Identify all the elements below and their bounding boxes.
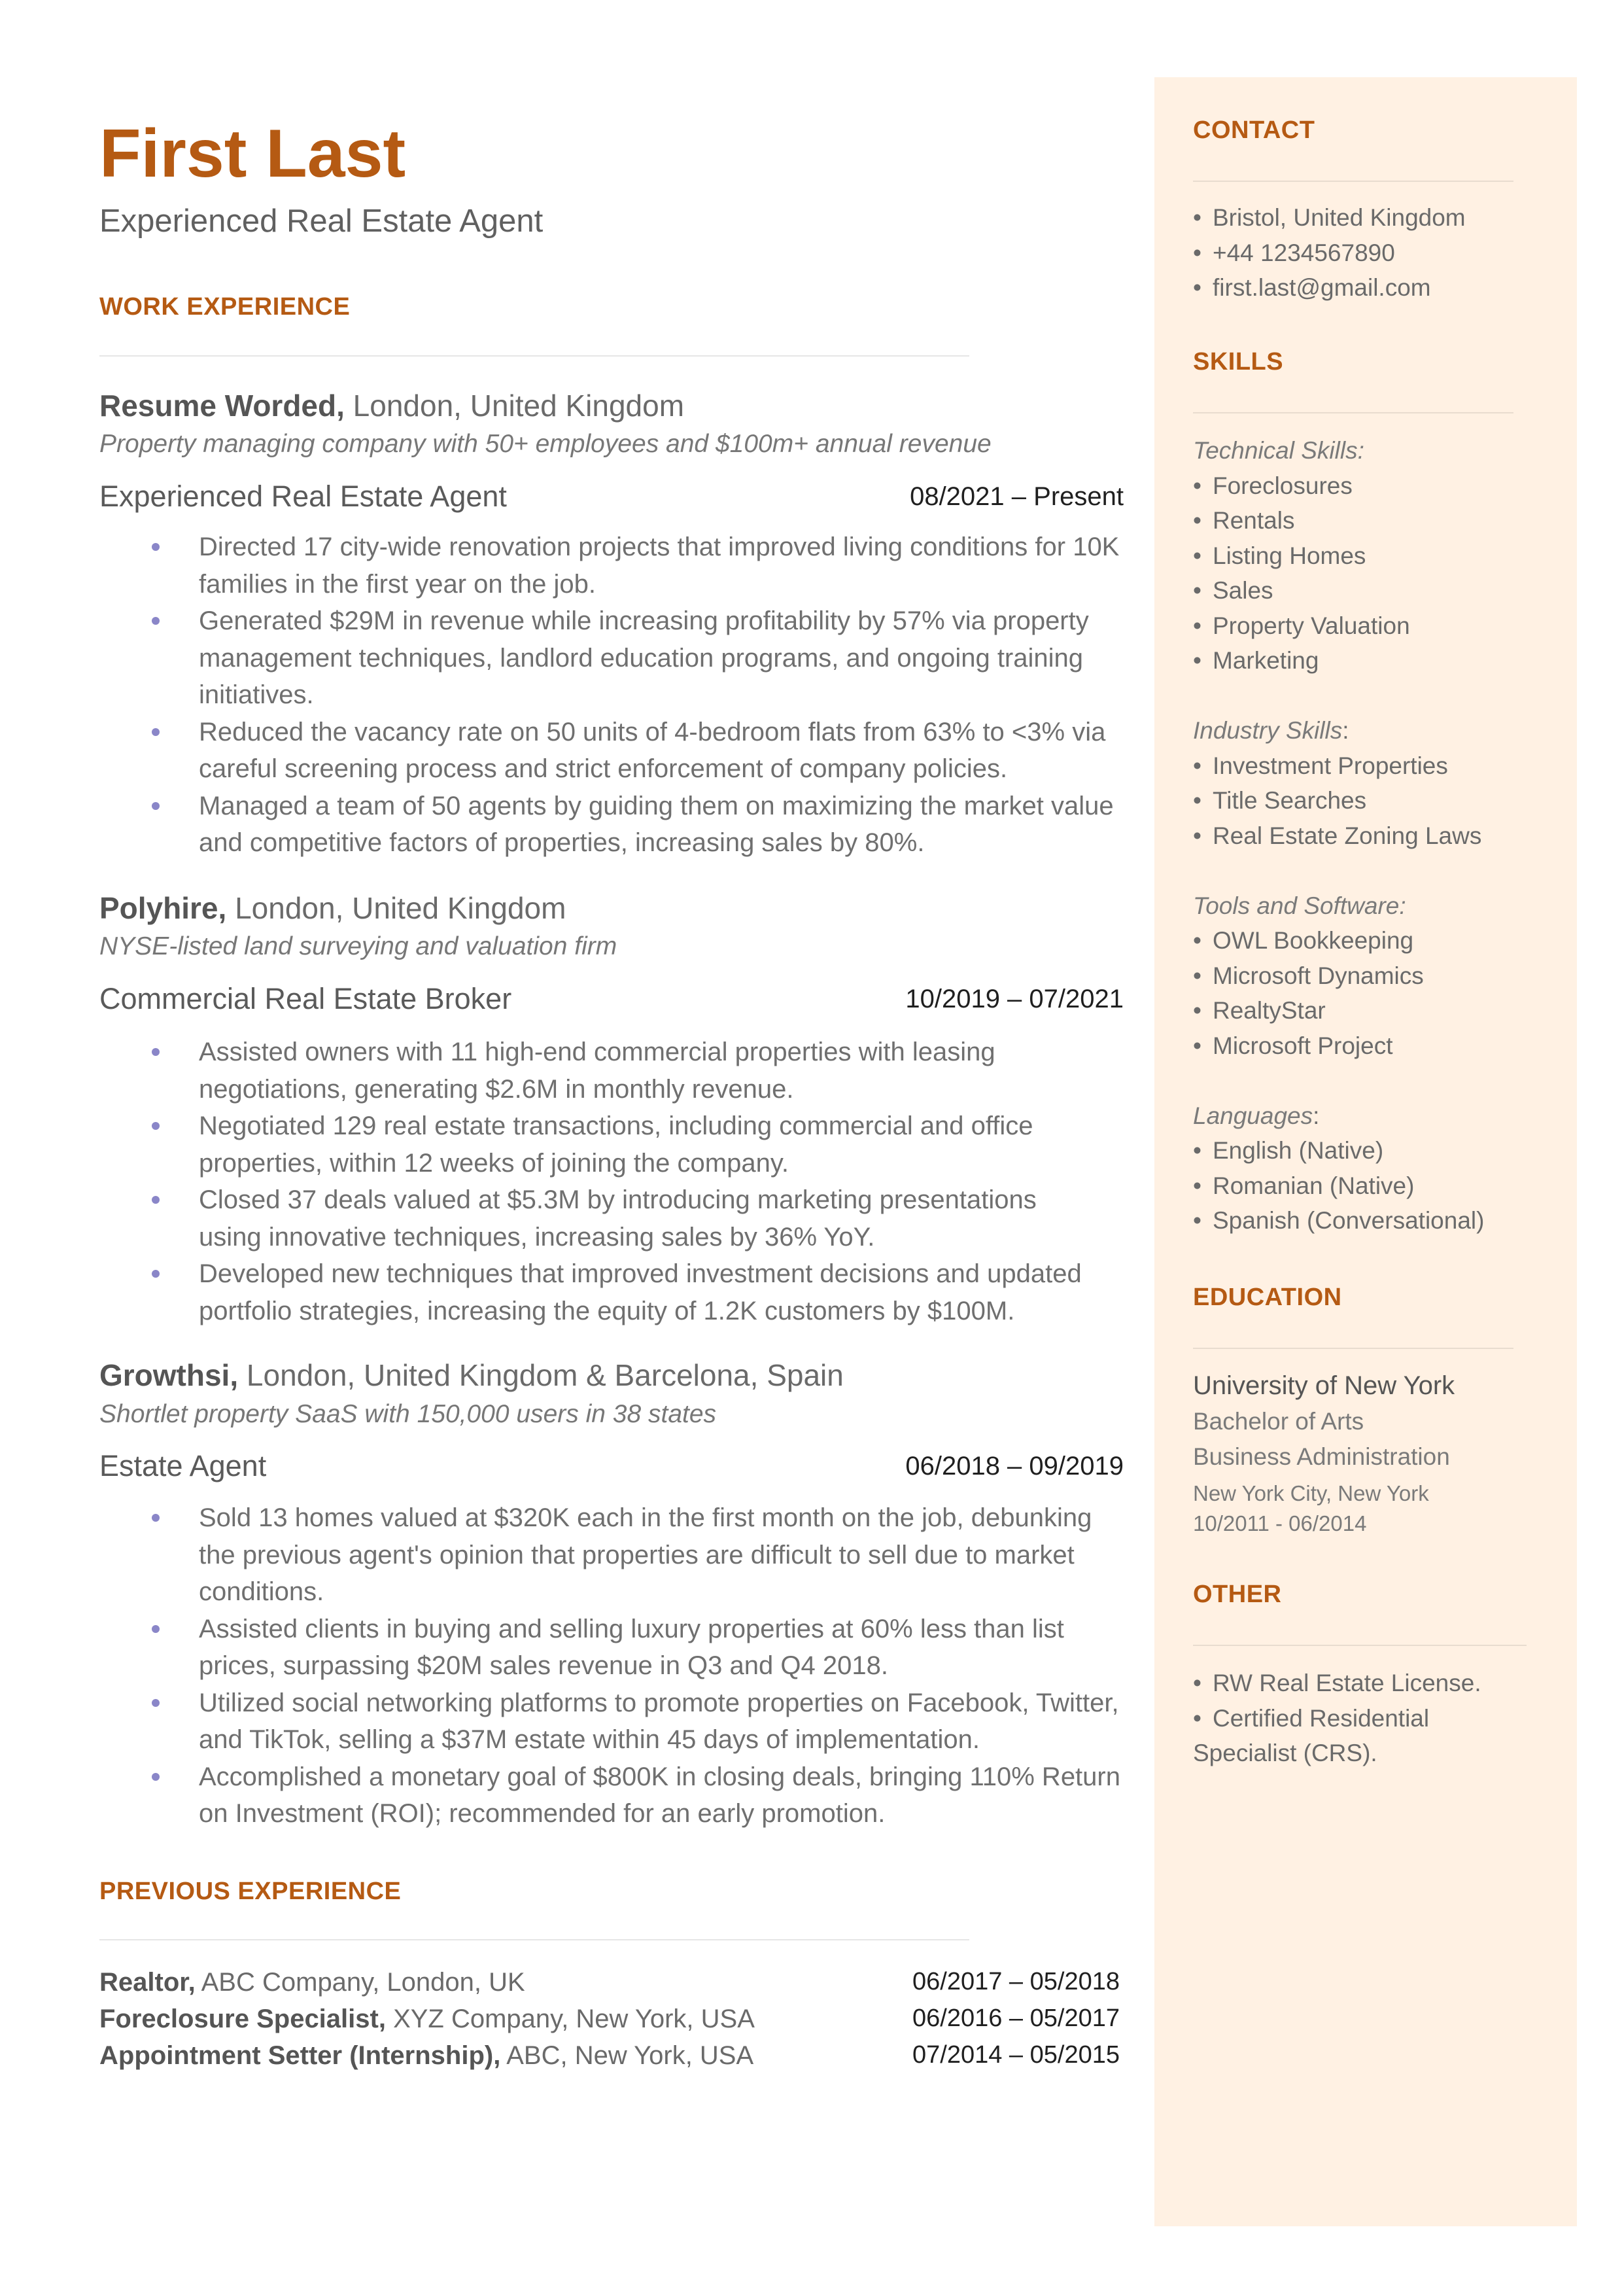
bullet-icon: • xyxy=(1193,507,1201,534)
skill-text: Title Searches xyxy=(1213,787,1367,814)
bullet-icon: • xyxy=(1193,962,1201,989)
job-1-bullets xyxy=(152,529,1146,862)
education-degree: Bachelor of Arts xyxy=(1193,1408,1364,1435)
skill-text: Marketing xyxy=(1213,647,1319,674)
list-item: Accomplished a monetary goal of $800K in closing deals, bringing 110% Return on Investment (ROI); recommended for an early promotion. xyxy=(152,1759,1133,1832)
job-3-bullets xyxy=(152,1499,1133,1832)
candidate-name: First Last xyxy=(99,116,406,192)
previous-role-1-title: Realtor, xyxy=(99,1968,196,1997)
contact-phone-text: +44 1234567890 xyxy=(1213,239,1395,266)
list-item xyxy=(1193,608,1484,644)
bullet-icon: • xyxy=(1193,239,1201,266)
other-item-text: Certified Residential xyxy=(1213,1704,1430,1732)
education-school: University of New York xyxy=(1193,1371,1455,1400)
list-item xyxy=(1193,1203,1484,1238)
education-location: New York City, New York xyxy=(1193,1481,1429,1505)
list-item xyxy=(1193,538,1484,574)
contact-divider xyxy=(1193,181,1513,182)
technical-skills-label xyxy=(1193,433,1484,468)
list-item xyxy=(1193,783,1484,818)
bullet-icon: • xyxy=(1193,1137,1201,1164)
skill-text: RealtyStar xyxy=(1213,997,1326,1024)
skill-text: Investment Properties xyxy=(1213,752,1448,779)
job-2-company xyxy=(99,890,566,926)
bullet-icon: • xyxy=(1193,274,1201,301)
spacer xyxy=(1193,853,1484,888)
bullet-icon: • xyxy=(1193,1172,1201,1199)
list-item: Developed new techniques that improved investment decisions and updated portfolio strategies, increasing the equity of 1.2K customers by $100M. xyxy=(152,1255,1094,1329)
bullet-icon: • xyxy=(1193,1207,1201,1234)
other-item-text: RW Real Estate License. xyxy=(1213,1670,1481,1696)
job-2-bullets xyxy=(152,1034,1094,1329)
list-item xyxy=(1193,643,1484,678)
skill-text: English (Native) xyxy=(1213,1137,1384,1164)
contact-email-text: first.last@gmail.com xyxy=(1213,274,1431,301)
bullet-icon: • xyxy=(1193,577,1201,604)
list-item xyxy=(1193,993,1484,1028)
previous-role-3-dates: 07/2014 – 05/2015 xyxy=(912,2041,1120,2069)
job-3-company xyxy=(99,1358,844,1393)
skill-text: Spanish (Conversational) xyxy=(1213,1207,1485,1234)
job-1-role: Experienced Real Estate Agent xyxy=(99,480,507,513)
skill-text: Foreclosures xyxy=(1213,472,1353,499)
work-experience-heading: WORK EXPERIENCE xyxy=(99,293,351,321)
list-item xyxy=(1193,958,1484,994)
list-item-continuation: Specialist (CRS). xyxy=(1193,1740,1377,1766)
list-item: Sold 13 homes valued at $320K each in the first month on the job, debunking the previous agent's opinion that properties are difficult to sell due to market conditions. xyxy=(152,1499,1133,1611)
other-list xyxy=(1193,1666,1481,1771)
list-item xyxy=(1193,1701,1481,1736)
previous-role-3-org: ABC, New York, USA xyxy=(500,2041,754,2070)
list-item: Reduced the vacancy rate on 50 units of 4-bedroom flats from 63% to <3% via careful screening process and strict enforcement of company policies. xyxy=(152,714,1146,788)
skill-text: Rentals xyxy=(1213,507,1295,534)
list-item: Utilized social networking platforms to promote properties on Facebook, Twitter, and TikTok, selling a $37M estate within 45 days of implementation. xyxy=(152,1685,1133,1759)
other-heading: OTHER xyxy=(1193,1581,1282,1608)
industry-skills-label-text: Industry Skills xyxy=(1193,717,1343,744)
job-1-company xyxy=(99,388,684,423)
label-colon: : xyxy=(1342,717,1349,744)
skill-text: Romanian (Native) xyxy=(1213,1172,1415,1199)
sidebar xyxy=(1154,77,1577,2226)
list-item: Assisted clients in buying and selling luxury properties at 60% less than list prices, surpassing $20M sales revenue in Q3 and Q4 2018. xyxy=(152,1611,1133,1685)
previous-role-1-dates: 06/2017 – 05/2018 xyxy=(912,1968,1120,1995)
list-item xyxy=(1193,1168,1484,1204)
bullet-icon: • xyxy=(1193,472,1201,499)
skill-text: OWL Bookkeeping xyxy=(1213,927,1414,954)
bullet-icon: • xyxy=(1193,1670,1201,1696)
bullet-icon: • xyxy=(1193,787,1201,814)
contact-email xyxy=(1193,270,1466,306)
list-item xyxy=(1193,748,1484,784)
technical-skills-label-text: Technical Skills: xyxy=(1193,437,1364,464)
job-3-role: Estate Agent xyxy=(99,1449,267,1482)
contact-heading: CONTACT xyxy=(1193,116,1315,144)
spacer xyxy=(1193,678,1484,714)
education-divider xyxy=(1193,1348,1513,1349)
languages-label xyxy=(1193,1098,1484,1134)
skill-text: Microsoft Dynamics xyxy=(1213,962,1424,989)
skill-text: Microsoft Project xyxy=(1213,1032,1393,1059)
list-item xyxy=(1193,818,1484,854)
bullet-icon: • xyxy=(1193,822,1201,849)
previous-role-3 xyxy=(99,2041,1120,2071)
candidate-title: Experienced Real Estate Agent xyxy=(99,203,544,239)
contact-phone xyxy=(1193,236,1466,271)
contact-list xyxy=(1193,200,1466,306)
tools-label xyxy=(1193,888,1484,924)
list-item: Managed a team of 50 agents by guiding them on maximizing the market value and competitive factors of properties, increasing sales by 80%. xyxy=(152,788,1146,862)
languages-label-text: Languages xyxy=(1193,1102,1313,1129)
list-item: Assisted owners with 11 high-end commercial properties with leasing negotiations, generating $2.6M in monthly revenue. xyxy=(152,1034,1094,1108)
job-1-company-description: Property managing company with 50+ employees and $100m+ annual revenue xyxy=(99,430,992,458)
skills-list xyxy=(1193,433,1484,1238)
list-item: Directed 17 city-wide renovation projects that improved living conditions for 10K families in the first year on the job. xyxy=(152,529,1146,603)
job-2-company-description: NYSE-listed land surveying and valuation firm xyxy=(99,932,617,960)
bullet-icon: • xyxy=(1193,647,1201,674)
bullet-icon: • xyxy=(1193,1032,1201,1059)
previous-role-2-title: Foreclosure Specialist, xyxy=(99,2005,386,2033)
job-1-company-name: Resume Worded, xyxy=(99,389,345,423)
bullet-icon: • xyxy=(1193,204,1201,231)
bullet-icon: • xyxy=(1193,542,1201,569)
job-2-company-name: Polyhire, xyxy=(99,891,227,925)
previous-experience-heading: PREVIOUS EXPERIENCE xyxy=(99,1878,402,1905)
list-item xyxy=(1193,1666,1481,1701)
previous-role-1 xyxy=(99,1968,1120,1997)
skills-heading: SKILLS xyxy=(1193,348,1284,376)
skill-text: Real Estate Zoning Laws xyxy=(1213,822,1482,849)
skill-text: Listing Homes xyxy=(1213,542,1366,569)
bullet-icon: • xyxy=(1193,1704,1201,1732)
bullet-icon: • xyxy=(1193,927,1201,954)
job-2-location: London, United Kingdom xyxy=(226,891,566,925)
job-1-dates: 08/2021 – Present xyxy=(910,482,1124,511)
job-3-company-description: Shortlet property SaaS with 150,000 users in 38 states xyxy=(99,1400,717,1428)
skills-divider xyxy=(1193,412,1513,413)
skill-text: Property Valuation xyxy=(1213,612,1410,639)
previous-role-2 xyxy=(99,2005,1120,2034)
tools-label-text: Tools and Software: xyxy=(1193,892,1406,919)
skill-text: Sales xyxy=(1213,577,1273,604)
list-item xyxy=(1193,1133,1484,1168)
previous-role-1-org: ABC Company, London, UK xyxy=(195,1968,525,1997)
contact-location-text: Bristol, United Kingdom xyxy=(1213,204,1466,231)
list-item xyxy=(1193,468,1484,504)
bullet-icon: • xyxy=(1193,612,1201,639)
list-item: Closed 37 deals valued at $5.3M by introducing marketing presentations using innovative techniques, increasing sales by 36% YoY. xyxy=(152,1182,1094,1255)
job-3-company-name: Growthsi, xyxy=(99,1358,239,1392)
list-item xyxy=(1193,923,1484,958)
previous-role-2-dates: 06/2016 – 05/2017 xyxy=(912,2005,1120,2032)
list-item xyxy=(1193,1028,1484,1064)
list-item xyxy=(1193,503,1484,538)
previous-experience-divider xyxy=(99,1939,969,1940)
education-heading: EDUCATION xyxy=(1193,1284,1342,1311)
education-field: Business Administration xyxy=(1193,1443,1450,1470)
label-colon: : xyxy=(1313,1102,1320,1129)
previous-role-2-org: XYZ Company, New York, USA xyxy=(385,2005,755,2033)
job-1-location: London, United Kingdom xyxy=(344,389,685,423)
list-item: Generated $29M in revenue while increasing profitability by 57% via property management techniques, landlord education programs, and ongoing training initiatives. xyxy=(152,603,1146,714)
list-item xyxy=(1193,573,1484,608)
previous-role-3-title: Appointment Setter (Internship), xyxy=(99,2041,501,2070)
contact-location xyxy=(1193,200,1466,236)
bullet-icon: • xyxy=(1193,752,1201,779)
list-item: Negotiated 129 real estate transactions, including commercial and office properties, within 12 weeks of joining the company. xyxy=(152,1108,1094,1182)
job-2-dates: 10/2019 – 07/2021 xyxy=(905,985,1124,1013)
work-experience-divider xyxy=(99,355,969,357)
spacer xyxy=(1193,1063,1484,1098)
industry-skills-label xyxy=(1193,713,1484,748)
bullet-icon: • xyxy=(1193,997,1201,1024)
other-divider xyxy=(1193,1645,1527,1646)
job-3-location: London, United Kingdom & Barcelona, Spain xyxy=(238,1358,844,1392)
education-dates: 10/2011 - 06/2014 xyxy=(1193,1511,1367,1535)
job-3-dates: 06/2018 – 09/2019 xyxy=(905,1452,1124,1480)
job-2-role: Commercial Real Estate Broker xyxy=(99,982,512,1015)
